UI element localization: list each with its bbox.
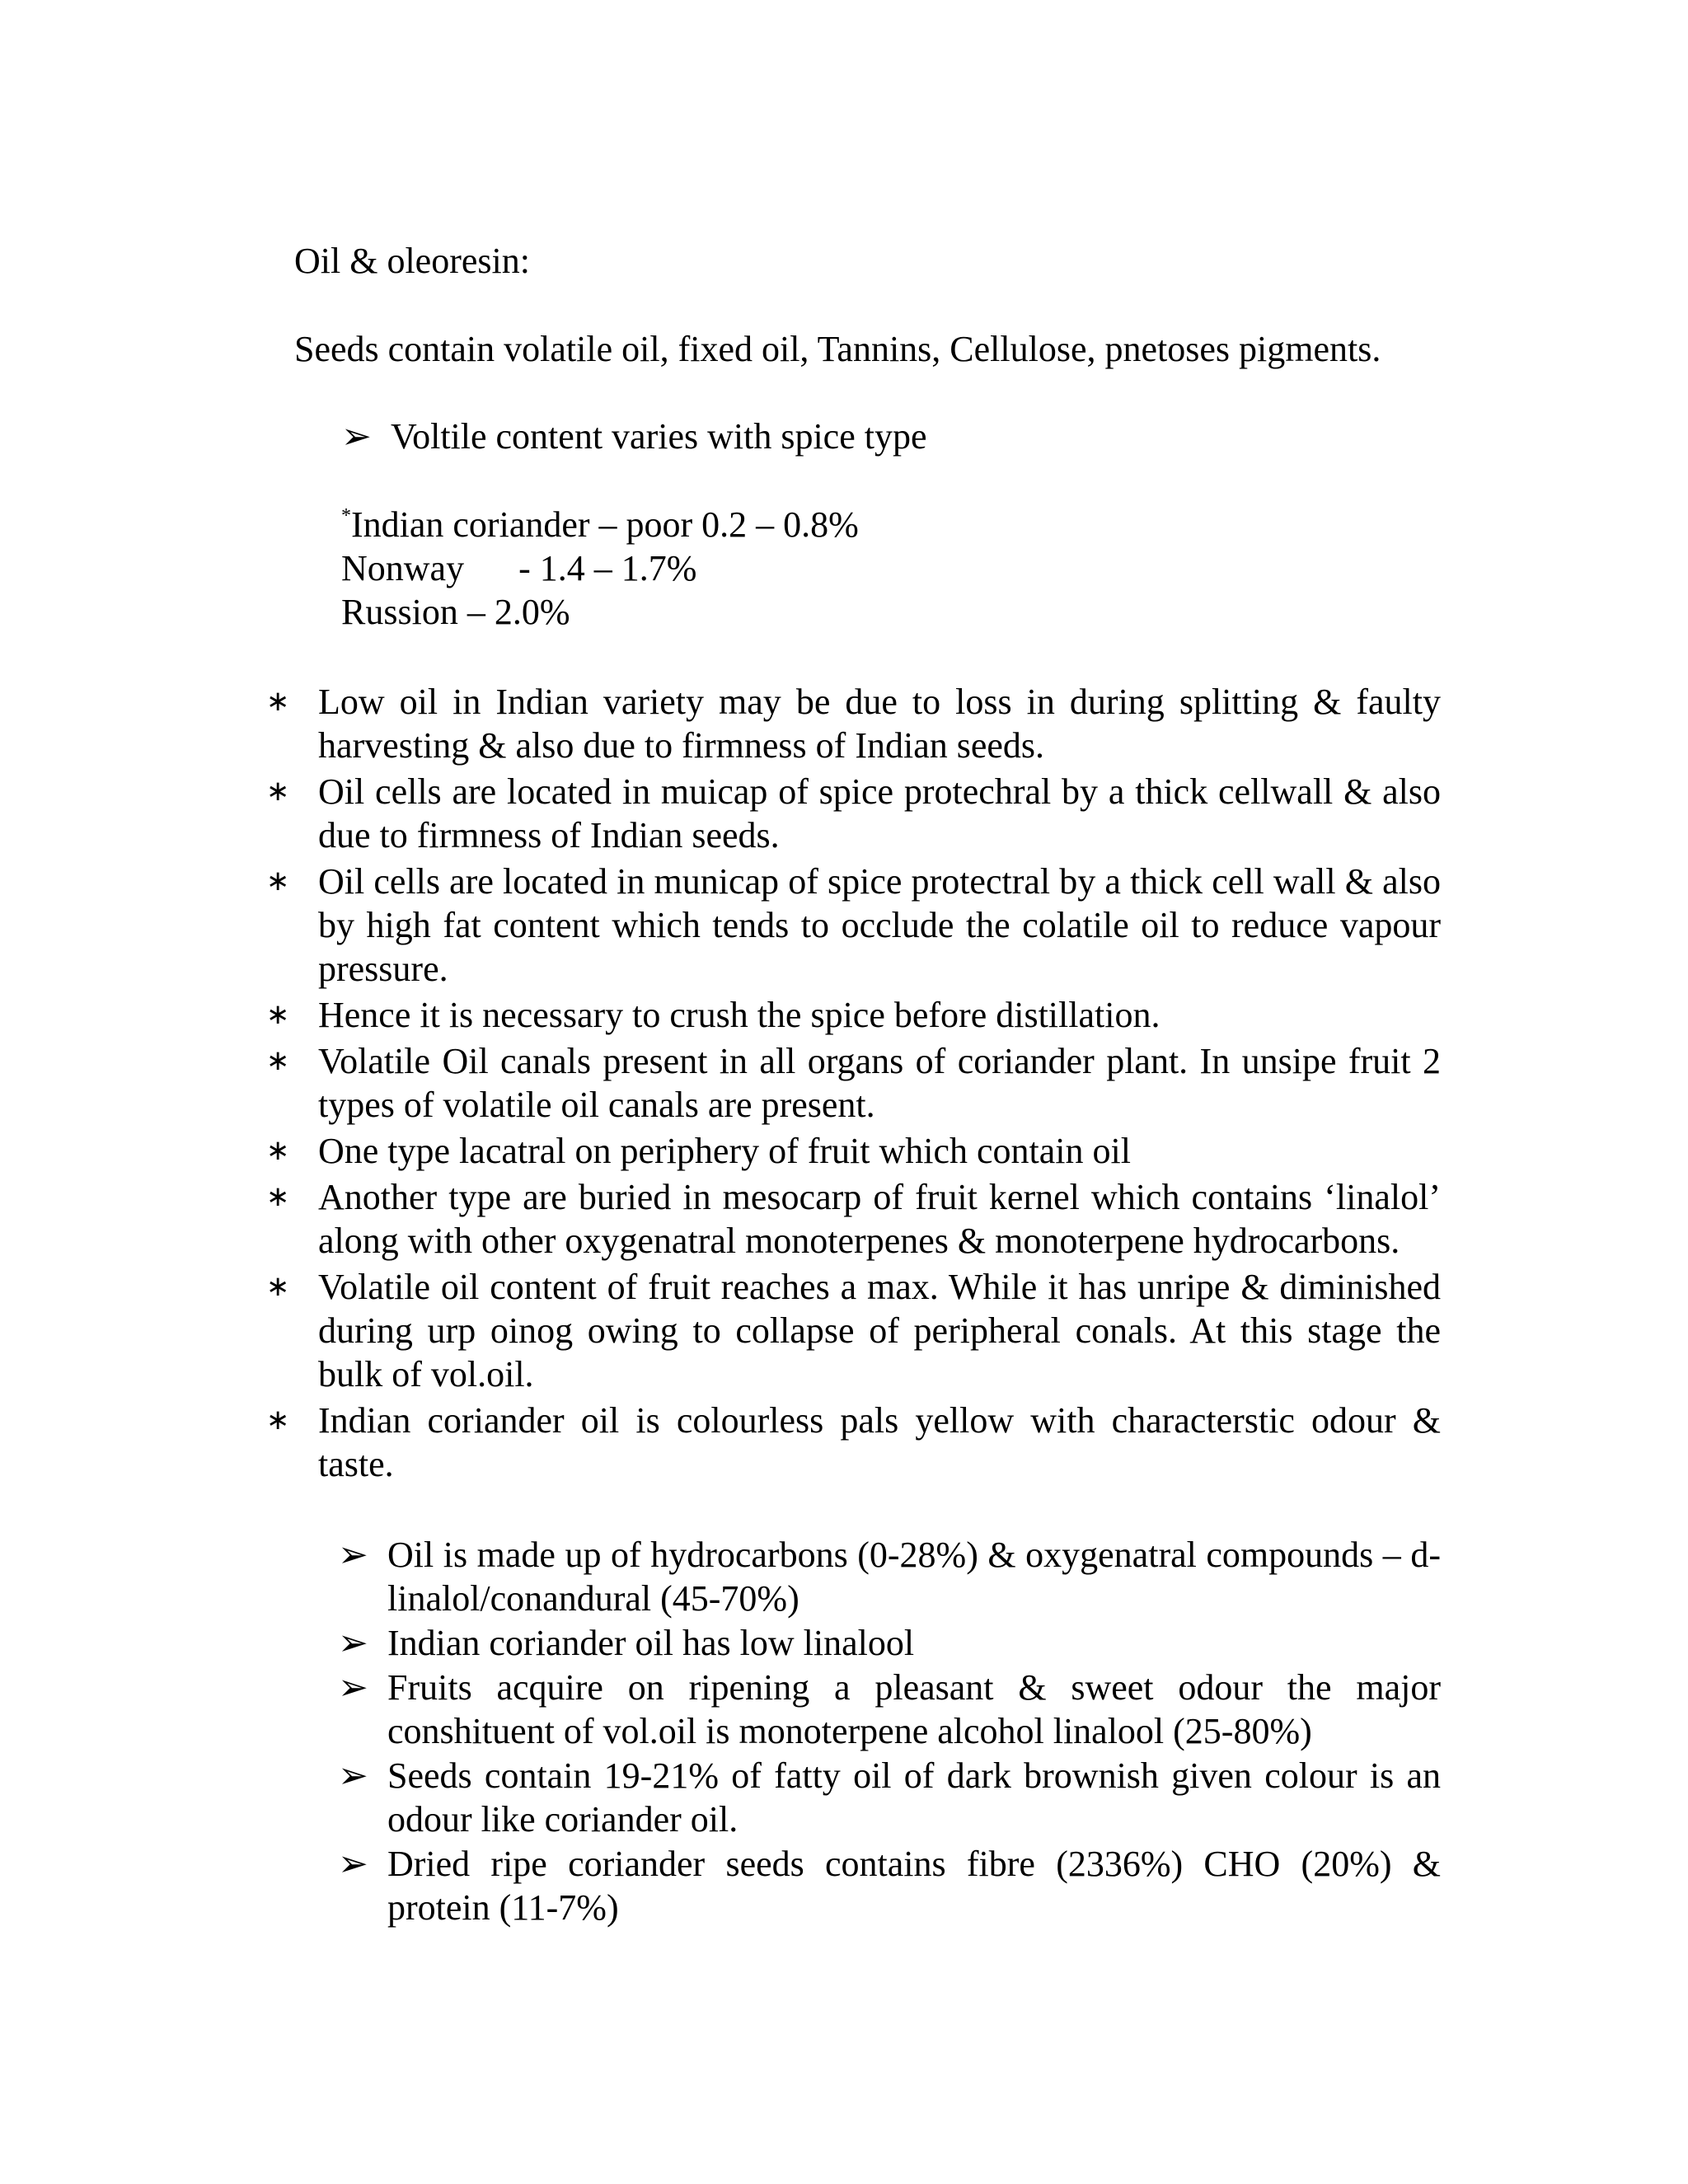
bullet-list: [266, 680, 1441, 1488]
sub-list-item-text: Indian coriander oil has low linalool: [387, 1623, 915, 1663]
list-item: [266, 993, 1441, 1037]
list-item: [266, 1039, 1441, 1127]
sub-bullet-list: [338, 1533, 1441, 1930]
list-item-text: Another type are buried in mesocarp of fruit kernel which contains ‘linalol’ along with other oxygenatral monoterpenes & monoterpene hydrocarbons.: [318, 1177, 1441, 1261]
list-item: [266, 1265, 1441, 1396]
variety-row: Russion – 2.0%: [341, 592, 570, 632]
sub-list-item: [338, 1842, 1441, 1929]
list-item: [266, 770, 1441, 857]
star-bullet-icon: ∗: [266, 998, 290, 1031]
variety-row: *Indian coriander – poor 0.2 – 0.8%: [341, 504, 859, 545]
star-bullet-icon: ∗: [266, 1044, 290, 1077]
sub-list-item: [338, 1666, 1441, 1753]
sub-list-item: [338, 1533, 1441, 1620]
star-bullet-icon: ∗: [266, 1404, 290, 1436]
list-item-text: Volatile Oil canals present in all organs of coriander plant. In unsipe fruit 2 types of volatile oil canals are present.: [318, 1041, 1441, 1125]
list-item-text: Oil cells are located in muicap of spice protechral by a thick cellwall & also due to firmness of Indian seeds.: [318, 771, 1441, 855]
arrow-bullet-icon: ➢: [338, 1844, 368, 1884]
list-item-text: Volatile oil content of fruit reaches a max. While it has unripe & diminished during urp oinog owing to collapse of peripheral conals. At this stage the bulk of vol.oil.: [318, 1267, 1441, 1394]
footnote-mark: *: [341, 505, 351, 527]
intro-paragraph: Seeds contain volatile oil, fixed oil, Tannins, Cellulose, pnetoses pigments.: [294, 329, 1381, 369]
list-item: [266, 1175, 1441, 1263]
arrow-bullet-icon: ➢: [338, 1623, 368, 1663]
sub-list-item-text: Seeds contain 19-21% of fatty oil of dark brownish given colour is an odour like coriander oil.: [387, 1755, 1441, 1840]
list-item-text: One type lacatral on periphery of fruit which contain oil: [318, 1131, 1131, 1171]
list-item-text: Indian coriander oil is colourless pals yellow with characterstic odour & taste.: [318, 1400, 1441, 1484]
star-bullet-icon: ∗: [266, 1180, 290, 1213]
star-bullet-icon: ∗: [266, 865, 290, 898]
list-item-text: Hence it is necessary to crush the spice before distillation.: [318, 995, 1160, 1035]
star-bullet-icon: ∗: [266, 775, 290, 808]
list-item: [266, 1129, 1441, 1173]
volatile-note: [341, 415, 926, 458]
section-heading: Oil & oleoresin:: [294, 241, 530, 281]
sub-list-item: [338, 1621, 1441, 1665]
sub-list-item-text: Dried ripe coriander seeds contains fibre (2336%) CHO (20%) & protein (11-7%): [387, 1844, 1441, 1928]
arrow-bullet-icon: ➢: [338, 1535, 368, 1575]
star-bullet-icon: ∗: [266, 1270, 290, 1303]
star-bullet-icon: ∗: [266, 1134, 290, 1167]
arrow-bullet-icon: ➢: [338, 1667, 368, 1708]
sub-list-item-text: Oil is made up of hydrocarbons (0-28%) & oxygenatral compounds – d-linalol/conandural (45-70%): [387, 1535, 1441, 1619]
list-item: [266, 1399, 1441, 1486]
variety-row: Nonway - 1.4 – 1.7%: [341, 548, 697, 588]
list-item-text: Oil cells are located in municap of spice protectral by a thick cell wall & also by high fat content which tends to occlude the colatile oil to reduce vapour pressure.: [318, 861, 1441, 989]
arrow-bullet-icon: ➢: [338, 1755, 368, 1796]
volatile-note-text: Voltile content varies with spice type: [391, 416, 927, 457]
sub-list-item-text: Fruits acquire on ripening a pleasant & sweet odour the major conshituent of vol.oil is monoterpene alcohol linalool (25-80%): [387, 1667, 1441, 1751]
star-bullet-icon: ∗: [266, 685, 290, 718]
list-item: [266, 680, 1441, 767]
list-item-text: Low oil in Indian variety may be due to loss in during splitting & faulty harvesting & also due to firmness of Indian seeds.: [318, 682, 1441, 766]
variety-oil-content: [341, 503, 859, 634]
sub-list-item: [338, 1754, 1441, 1841]
list-item: [266, 860, 1441, 991]
arrow-bullet-icon: ➢: [341, 416, 372, 457]
